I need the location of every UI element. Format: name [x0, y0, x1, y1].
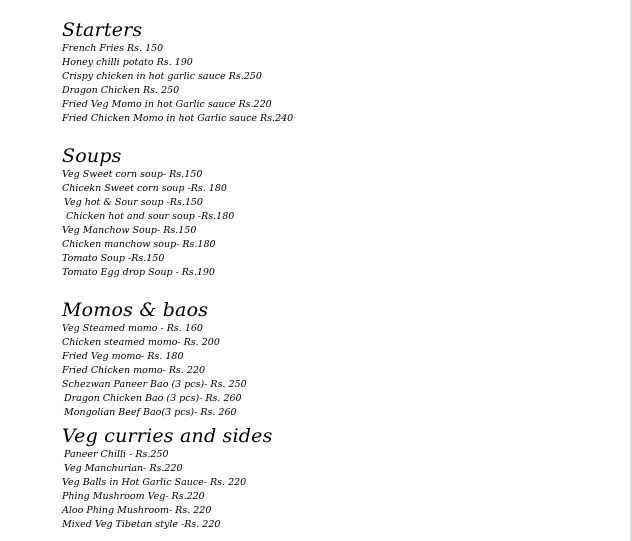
menu-item: Chicken steamed momo- Rs. 200	[62, 337, 220, 348]
menu-item: Crispy chicken in hot garlic sauce Rs.250	[62, 71, 262, 82]
menu-item: Veg Balls in Hot Garlic Sauce- Rs. 220	[62, 477, 247, 488]
menu-item: Mongolian Beef Bao(3 pcs)- Rs. 260	[64, 407, 237, 418]
menu-item: Veg Manchurian- Rs.220	[64, 463, 183, 474]
menu-item: Honey chilli potato Rs. 190	[62, 57, 193, 68]
menu-item: Veg Sweet corn soup- Rs.150	[62, 169, 203, 180]
menu-item: Veg hot & Sour soup -Rs.150	[64, 197, 203, 208]
menu-item: Schezwan Paneer Bao (3 pcs)- Rs. 250	[62, 379, 247, 390]
menu-item: Veg Manchow Soup- Rs.150	[62, 225, 197, 236]
menu-item: Chicken manchow soup- Rs.180	[62, 239, 216, 250]
section-soups	[62, 144, 234, 280]
menu-item: Fried Chicken Momo in hot Garlic sauce Rs.240	[62, 113, 294, 124]
menu-item: Dragon Chicken Bao (3 pcs)- Rs. 260	[64, 393, 242, 404]
menu-item: Fried Veg Momo in hot Garlic sauce Rs.220	[62, 99, 272, 110]
section-title: Veg curries and sides	[62, 425, 273, 447]
section-momos-baos	[62, 298, 247, 420]
menu-item: Paneer Chilli - Rs.250	[64, 449, 169, 460]
section-starters	[62, 18, 293, 126]
menu-item: Fried Chicken momo- Rs. 220	[62, 365, 206, 376]
section-veg-curries	[62, 424, 273, 532]
menu-item: Chicken hot and sour soup -Rs.180	[66, 211, 235, 222]
section-title: Soups	[62, 145, 122, 167]
menu-item: Fried Veg momo- Rs. 180	[62, 351, 184, 362]
menu-item: Tomato Egg drop Soup - Rs.190	[62, 267, 215, 278]
menu-item: Chicekn Sweet corn soup -Rs. 180	[62, 183, 227, 194]
menu-item: Mixed Veg Tibetan style -Rs. 220	[62, 519, 221, 530]
menu-item: Dragon Chicken Rs. 250	[62, 85, 180, 96]
menu-item: Aloo Phing Mushroom- Rs. 220	[62, 505, 212, 516]
section-title: Momos & baos	[62, 299, 209, 321]
menu-item: Phing Mushroom Veg- Rs.220	[62, 491, 205, 502]
menu-item: Veg Steamed momo - Rs. 160	[62, 323, 203, 334]
section-title: Starters	[62, 19, 143, 41]
menu-item: French Fries Rs. 150	[62, 43, 164, 54]
menu-item: Tomato Soup -Rs.150	[62, 253, 165, 264]
